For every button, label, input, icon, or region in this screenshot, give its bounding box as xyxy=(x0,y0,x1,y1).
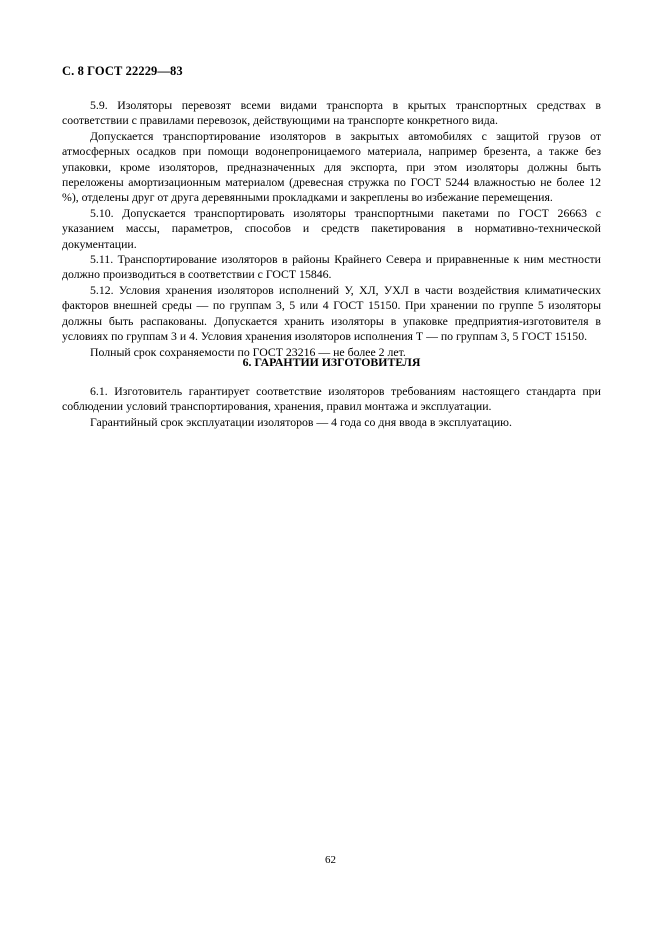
paragraph-storage-life: Полный срок сохраняемости по ГОСТ 23216 — не более 2 лет. xyxy=(90,344,406,359)
paragraph-6-1: 6.1. Изготовитель гарантирует соответствие изоляторов требованиям настоящего стандарта при соблюдении условий транспортирования, хранения, правил монтажа и эксплуатации. xyxy=(62,384,601,414)
paragraph-warranty-period: Гарантийный срок эксплуатации изоляторов — 4 года со дня ввода в эксплуатацию. xyxy=(90,414,512,429)
page-number: 62 xyxy=(325,854,336,866)
paragraph-5-11: 5.11. Транспортирование изоляторов в районы Крайнего Севера и приравненные к ним местности должно производиться в соответствии с ГОСТ 15846. xyxy=(62,252,601,282)
running-header: С. 8 ГОСТ 22229—83 xyxy=(62,64,183,78)
paragraph-5-9: 5.9. Изоляторы перевозят всеми видами транспорта в крытых транспортных средствах в соответствии с правилами перевозок, действующими на транспорте конкретного вида. xyxy=(62,98,601,128)
section-5-text xyxy=(62,98,601,360)
paragraph-5-9-transport: Допускается транспортирование изоляторов в закрытых автомобилях с защитой грузов от атмосферных осадков при помощи водонепроницаемого материала, например брезента, а также без упаковки, кроме изоляторов, предназначенных для экспорта, при этом изоляторы должны быть переложены амортизационным материалом (древесная стружка по ГОСТ 5244 влажностью не более 12 %), отделены друг от друга деревянными прокладками и закреплены во избежание перемещения. xyxy=(62,128,601,205)
section-6-title: 6. ГАРАНТИИ ИЗГОТОВИТЕЛЯ xyxy=(242,355,421,369)
section-6-text xyxy=(62,384,601,430)
paragraph-5-12: 5.12. Условия хранения изоляторов исполнений У, ХЛ, УХЛ в части воздействия климатических факторов внешней среды — по группам 3, 5 или 4 ГОСТ 15150. При хранении по группе 5 изоляторы должны быть распакованы. Допускается хранить изоляторы в упаковке предприятия-изготовителя в условиях по группам 3 и 4. Условия хранения изоляторов исполнения Т — по группам 3, 5 ГОСТ 15150. xyxy=(62,282,601,344)
paragraph-5-10: 5.10. Допускается транспортировать изоляторы транспортными пакетами по ГОСТ 26663 с указанием массы, параметров, способов и средств пакетирования в нормативно-технической документации. xyxy=(62,205,601,251)
